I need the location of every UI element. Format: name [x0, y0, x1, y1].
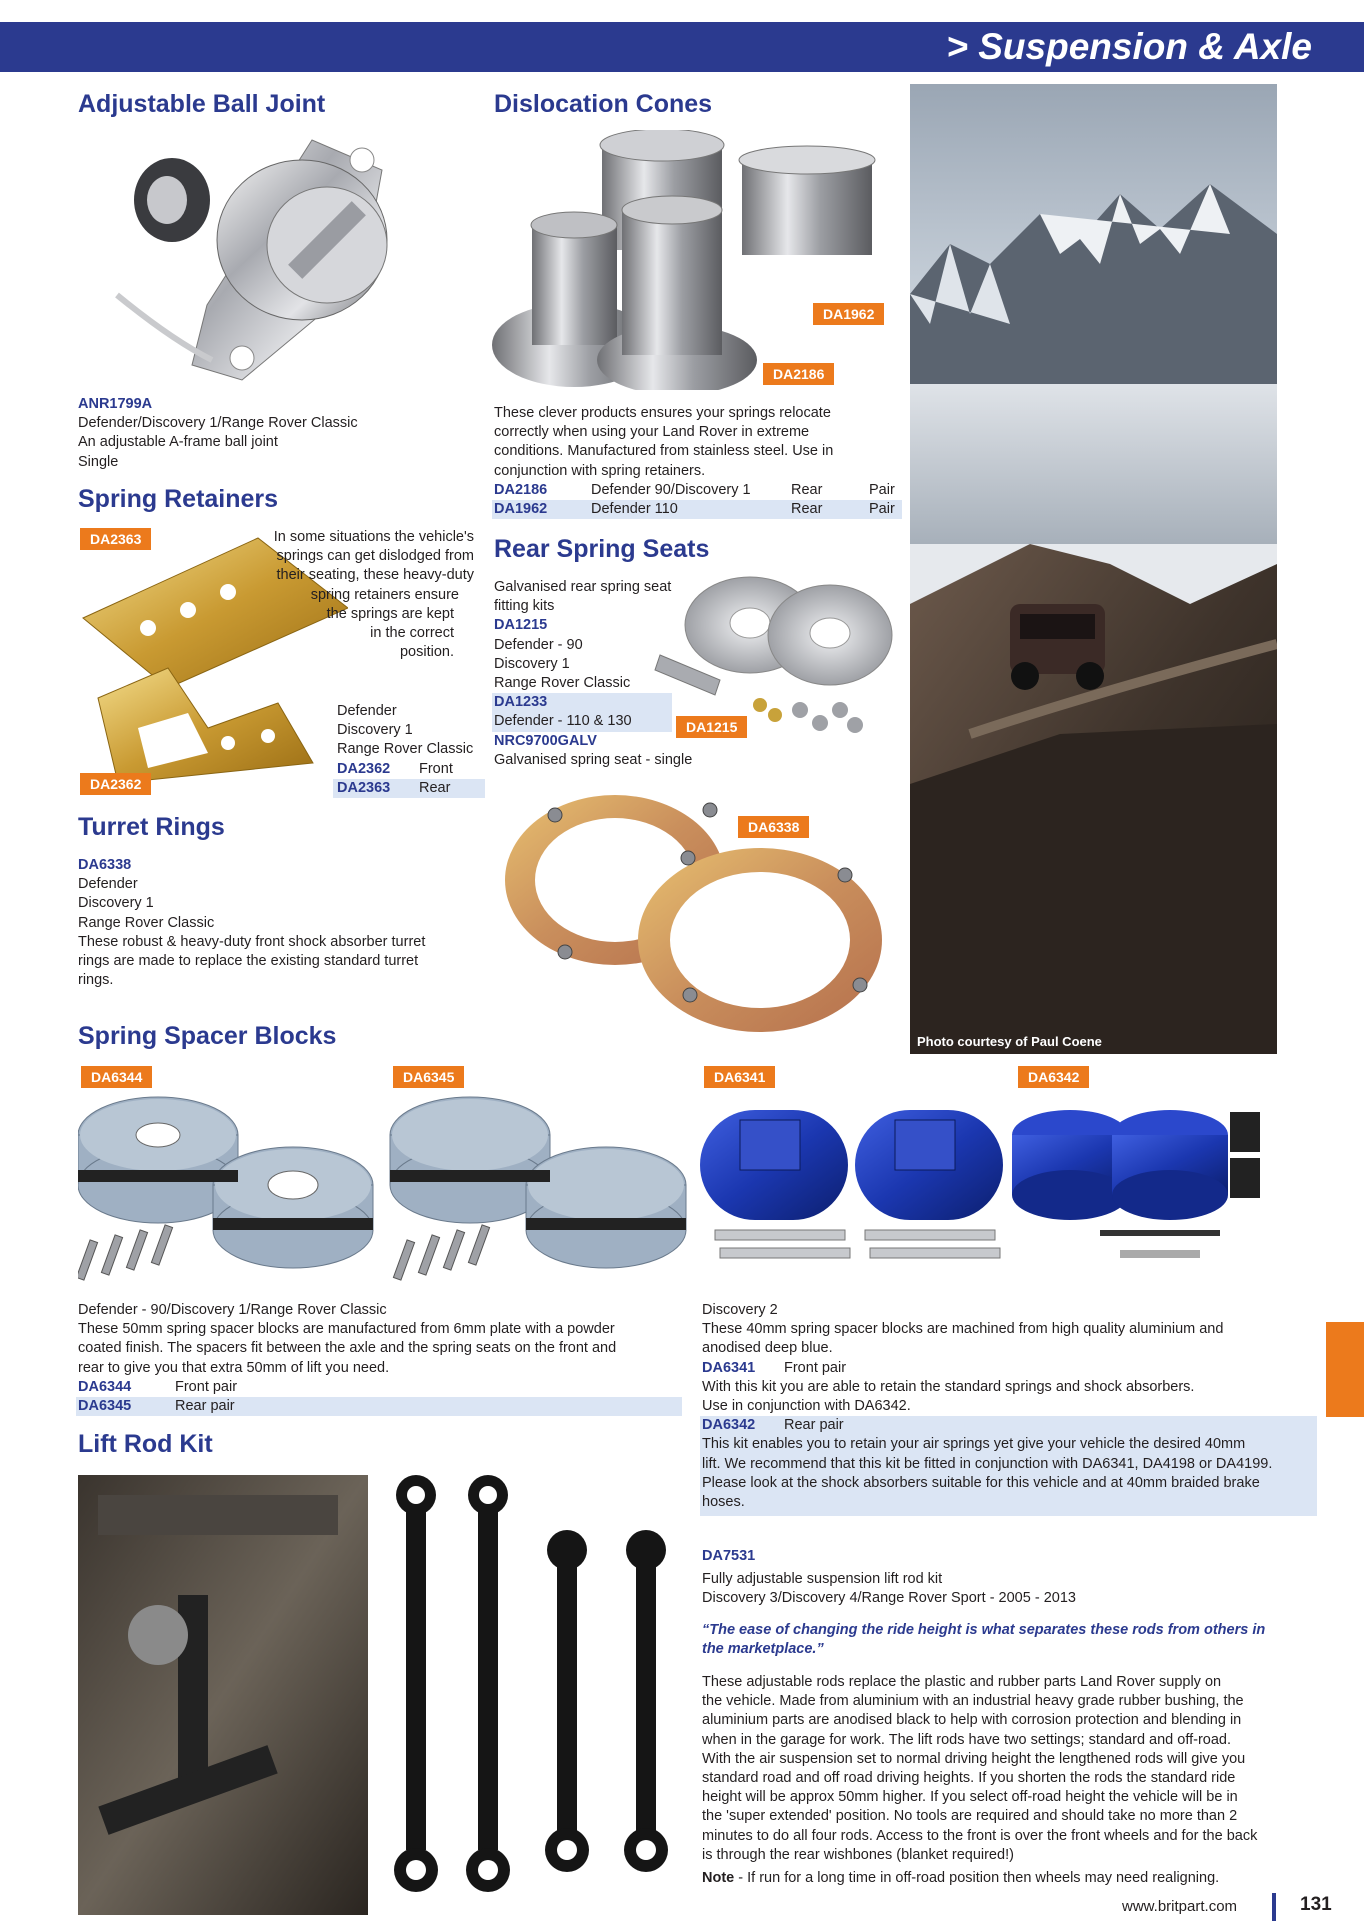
- turret-line: Defender: [78, 876, 138, 893]
- dislocation-desc: correctly when using your Land Rover in extreme: [494, 424, 810, 441]
- dislocation-row: DA2186 Defender 90/Discovery 1 Rear Pair: [494, 482, 895, 498]
- spring-seats-code: DA1233: [492, 693, 672, 712]
- ball-joint-line: Single: [78, 453, 119, 470]
- spring-seats-line: Discovery 1: [494, 655, 570, 672]
- retainers-heading: Spring Retainers: [78, 485, 279, 513]
- spring-seats-heading: Rear Spring Seats: [494, 535, 710, 563]
- ball-joint-image: [112, 130, 402, 385]
- spring-seats-line: Galvanised spring seat - single: [494, 751, 693, 768]
- spring-seats-code: DA1215: [494, 617, 548, 634]
- lift-rod-desc: height will be approx 50mm higher. If you select off-road height the vehicle will be in: [702, 1789, 1238, 1806]
- spacer-grey-image: [78, 1090, 690, 1290]
- tag-da6341: DA6341: [704, 1066, 775, 1088]
- dislocation-desc: conditions. Manufactured from stainless steel. Use in: [494, 443, 834, 460]
- dislocation-desc: These clever products ensures your springs relocate: [494, 405, 831, 421]
- lift-rod-line: Fully adjustable suspension lift rod kit: [702, 1571, 943, 1588]
- spacers-right-note: lift. We recommend that this kit be fitted in conjunction with DA6341, DA4198 or DA4199.: [702, 1455, 1273, 1472]
- lift-rod-desc: aluminium parts are anodised black to help with corrosion protection and blending in: [702, 1712, 1242, 1729]
- turret-desc: rings.: [78, 972, 114, 989]
- lift-rod-desc: is through the rear wishbones (blanket required!): [702, 1846, 1014, 1863]
- lift-rod-desc: minutes to do all four rods. Access to the front is over the front wheels and for the back: [702, 1827, 1258, 1844]
- spacers-right-desc: These 40mm spring spacer blocks are machined from high quality aluminium and: [702, 1321, 1224, 1338]
- retainers-desc: the springs are kept: [326, 605, 454, 622]
- lift-rod-heading: Lift Rod Kit: [78, 1430, 213, 1458]
- retainers-desc: springs can get dislodged from: [276, 548, 474, 565]
- spacers-right-fit: Discovery 2: [702, 1302, 778, 1318]
- ball-joint-code: ANR1799A: [78, 396, 153, 412]
- page-title: > Suspension & Axle: [946, 26, 1312, 67]
- spacers-left-row: DA6344 Front pair: [78, 1379, 238, 1395]
- lift-rod-desc: standard road and off road driving heights. If you shorten the rods the standard ride: [702, 1770, 1236, 1787]
- spacers-heading: Spring Spacer Blocks: [78, 1022, 337, 1050]
- tag-da2362: DA2362: [80, 773, 151, 795]
- tag-da6338: DA6338: [738, 816, 809, 838]
- spacers-right-note: Please look at the shock absorbers suitable for this vehicle and at 40mm braided brake: [702, 1474, 1260, 1491]
- spacers-right-code-row: DA6342 Rear pair: [702, 1417, 844, 1434]
- turret-heading: Turret Rings: [78, 813, 225, 841]
- ball-joint-heading: Adjustable Ball Joint: [78, 90, 326, 118]
- lift-rod-note: Note - If run for a long time in off-road position then wheels may need realigning.: [702, 1870, 1220, 1887]
- turret-image: [505, 790, 885, 1035]
- spring-seats-line: Range Rover Classic: [494, 675, 631, 692]
- footer-url[interactable]: www.britpart.com: [1122, 1898, 1238, 1915]
- lift-rod-desc: the 'super extended' position. No tools are required and should take no more than 2: [702, 1808, 1238, 1825]
- dislocation-desc: conjunction with spring retainers.: [494, 462, 706, 479]
- tag-da6345: DA6345: [393, 1066, 464, 1088]
- turret-line: Range Rover Classic: [78, 914, 215, 931]
- dislocation-heading: Dislocation Cones: [494, 90, 713, 118]
- lift-rod-desc: With the air suspension set to normal driving height the lengthened rods will give you: [702, 1750, 1246, 1767]
- lift-rod-code: DA7531: [702, 1548, 756, 1564]
- ball-joint-line: An adjustable A-frame ball joint: [78, 434, 278, 451]
- spacers-right-note: hoses.: [702, 1494, 745, 1511]
- spacers-left-desc: coated finish. The spacers fit between the axle and the spring seats on the front and: [78, 1340, 617, 1357]
- turret-line: Discovery 1: [78, 895, 154, 912]
- tag-da1215: DA1215: [676, 716, 747, 738]
- retainers-fit: Discovery 1: [337, 722, 413, 739]
- spacers-left-fit: Defender - 90/Discovery 1/Range Rover Classic: [78, 1302, 387, 1318]
- photo-credit: Photo courtesy of Paul Coene: [917, 1034, 1102, 1049]
- tag-da2186: DA2186: [763, 363, 834, 385]
- spring-seats-code: NRC9700GALV: [494, 732, 597, 749]
- side-tab: [1326, 1322, 1364, 1417]
- dislocation-image: [492, 130, 884, 390]
- lift-rod-line: Discovery 3/Discovery 4/Range Rover Sport - 2005 - 2013: [702, 1590, 1076, 1607]
- spacers-right-note: With this kit you are able to retain the standard springs and shock absorbers.: [702, 1378, 1195, 1395]
- dislocation-row: DA1962 Defender 110 Rear Pair: [492, 500, 902, 519]
- turret-desc: These robust & heavy-duty front shock absorber turret: [78, 933, 426, 950]
- spacers-right-code-row: DA6341 Front pair: [702, 1359, 847, 1376]
- retainers-desc: In some situations the vehicle's: [273, 529, 474, 545]
- retainers-desc: spring retainers ensure: [310, 586, 459, 603]
- spacer-blue-image: [700, 1090, 1265, 1270]
- tag-da6344: DA6344: [81, 1066, 152, 1088]
- retainers-desc: their seating, these heavy-duty: [276, 567, 474, 584]
- tag-da6342: DA6342: [1018, 1066, 1089, 1088]
- retainers-row: DA2362 Front: [337, 761, 453, 777]
- spacers-right-desc: anodised deep blue.: [702, 1340, 833, 1357]
- spacers-left-desc: rear to give you that extra 50mm of lift you need.: [78, 1359, 390, 1376]
- spacers-left-row: DA6345 Rear pair: [76, 1397, 682, 1416]
- spacers-right-note: This kit enables you to retain your air springs yet give your vehicle the desired 40mm: [702, 1436, 1246, 1453]
- footer-divider: [1272, 1893, 1276, 1921]
- spacers-right-note: Use in conjunction with DA6342.: [702, 1398, 911, 1415]
- lift-rod-desc: These adjustable rods replace the plastic and rubber parts Land Rover supply on: [702, 1674, 1222, 1691]
- retainers-fit: Range Rover Classic: [337, 741, 474, 758]
- spring-seats-line: fitting kits: [494, 598, 555, 615]
- lift-rod-image: [78, 1475, 688, 1915]
- lift-rod-desc: when in the garage for work. The lift rods have two settings; standard and off-road.: [702, 1731, 1232, 1748]
- retainers-row: DA2363 Rear: [333, 779, 485, 798]
- spring-seats-line: Galvanised rear spring seat: [494, 579, 672, 595]
- spring-seats-line: Defender - 110 & 130: [492, 712, 672, 731]
- tag-da2363: DA2363: [80, 528, 151, 550]
- lift-rod-desc: the vehicle. Made from aluminium with an industrial heavy grade rubber bushing, the: [702, 1693, 1244, 1710]
- retainers-fit: Defender: [337, 703, 397, 719]
- tag-da1962: DA1962: [813, 303, 884, 325]
- retainers-desc: position.: [399, 644, 454, 661]
- lift-rod-quote: the marketplace.”: [702, 1640, 824, 1657]
- turret-code: DA6338: [78, 857, 132, 873]
- mountain-photo: [910, 84, 1277, 1054]
- page-number: 131: [1300, 1894, 1332, 1915]
- lift-rod-quote: “The ease of changing the ride height is what separates these rods from others in: [702, 1621, 1266, 1638]
- retainers-desc: in the correct: [370, 625, 454, 642]
- spring-seats-line: Defender - 90: [494, 636, 583, 653]
- turret-desc: rings are made to replace the existing standard turret: [78, 953, 419, 970]
- ball-joint-line: Defender/Discovery 1/Range Rover Classic: [78, 415, 358, 432]
- spacers-left-desc: These 50mm spring spacer blocks are manufactured from 6mm plate with a powder: [78, 1321, 615, 1338]
